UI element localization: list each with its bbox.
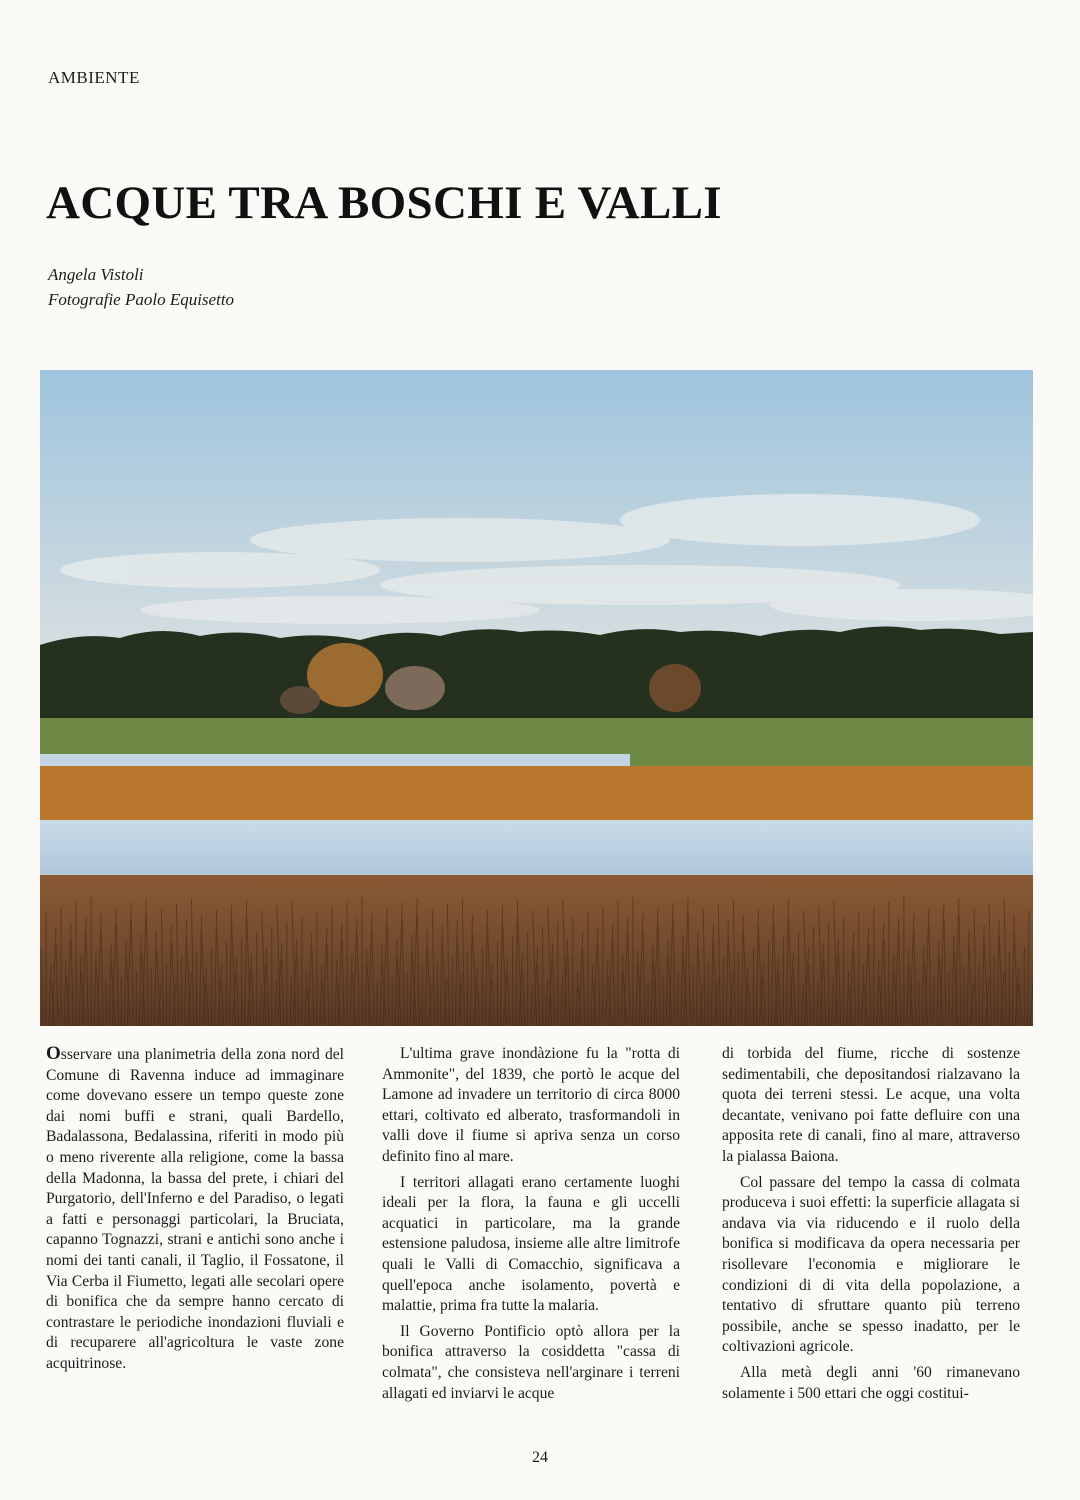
paragraph: Col passare del tempo la cassa di colmata produceva i suoi effetti: la superficie allagata si andava via via riducendo e il ruolo della bonifica si modificava da opera necessaria per risollevare l'economia e migliorare le condizioni di di vita della popolazione, a tentativo di sfruttare quanto più terreno possibile, anche se spesso inadatto, per le coltivazioni agricole. — [722, 1173, 1020, 1356]
paragraph: I territori allagati erano certamente luoghi ideali per la flora, la fauna e gli uccelli acquatici in particolare, ma la grande estensione paludosa, insieme alle altre limitrofe quali le Valli di Comacchio, significava a quell'epoca anche isolamento, povertà e malattie, prima fra tutte la malaria. — [382, 1173, 680, 1315]
paragraph: di torbida del fiume, ricche di sostenze sedimentabili, che depositandosi rialzavano la quota dei terreni stessi. Le acque, una volta decantate, venivano poi fatte defluire con una apposita rete di canali, fino al mare, attraverso la pialassa Baiona. — [722, 1045, 1020, 1165]
landscape-photo-art — [40, 370, 1033, 1026]
byline — [48, 262, 234, 312]
far-water — [40, 754, 630, 768]
paragraph: Alla metà degli anni '60 rimanevano solamente i 500 ettari che oggi costitui- — [722, 1363, 1020, 1402]
orange-reeds — [40, 766, 1033, 826]
text-column-1 — [46, 1044, 344, 1380]
treeline — [40, 626, 1033, 732]
landscape-photo — [40, 370, 1033, 1026]
photo-credit: Fotografie Paolo Equisetto — [48, 290, 235, 309]
page-number: 24 — [532, 1449, 548, 1466]
author-name: Angela Vistoli — [48, 265, 144, 284]
article-title: ACQUE TRA BOSCHI E VALLI — [46, 177, 722, 229]
paragraph: Il Governo Pontificio optò allora per la bonifica attraverso la cosiddetta "cassa di colmata", che consisteva nell'arginare i terreni allagati ed inviarvi le acque — [382, 1322, 680, 1402]
section-label: AMBIENTE — [48, 68, 140, 87]
text-column-2 — [382, 1044, 680, 1409]
paragraph: Osservare una planimetria della zona nord del Comune di Ravenna induce ad immaginare come dovevano essere un tempo queste zone dai nomi buffi e strani, quali Bardello, Badalassona, Bedalassina, riferiti in modo più o meno riverente alla religione, come la bassa della Madonna, la bassa del prete, i chiari del Purgatorio, dell'Inferno e del Paradiso, o legati a fatti e personaggi particolari, la Bruciata, capanno Tognazzi, strani e antichi sono anche i nomi dei tanti canali, il Taglio, il Fossatone, il Via Cerba il Fiumetto, legati alle secolari opere di bonifica che da sempre hanno cercato di contrastare le periodiche inondazioni fluviali e di recuparere all'agricoltura le vaste zone acquitrinose. — [46, 1043, 344, 1372]
paragraph: L'ultima grave inondàzione fu la "rotta di Ammonite", del 1839, che portò le acque del Lamone ad invadere un territorio di circa 8000 ettari, coltivato ed alberato, trasformandoli in valli dove il fiume si apriva senza un corso definito fino al mare. — [382, 1045, 680, 1165]
text-column-3 — [722, 1044, 1020, 1409]
drop-cap: O — [46, 1043, 61, 1064]
